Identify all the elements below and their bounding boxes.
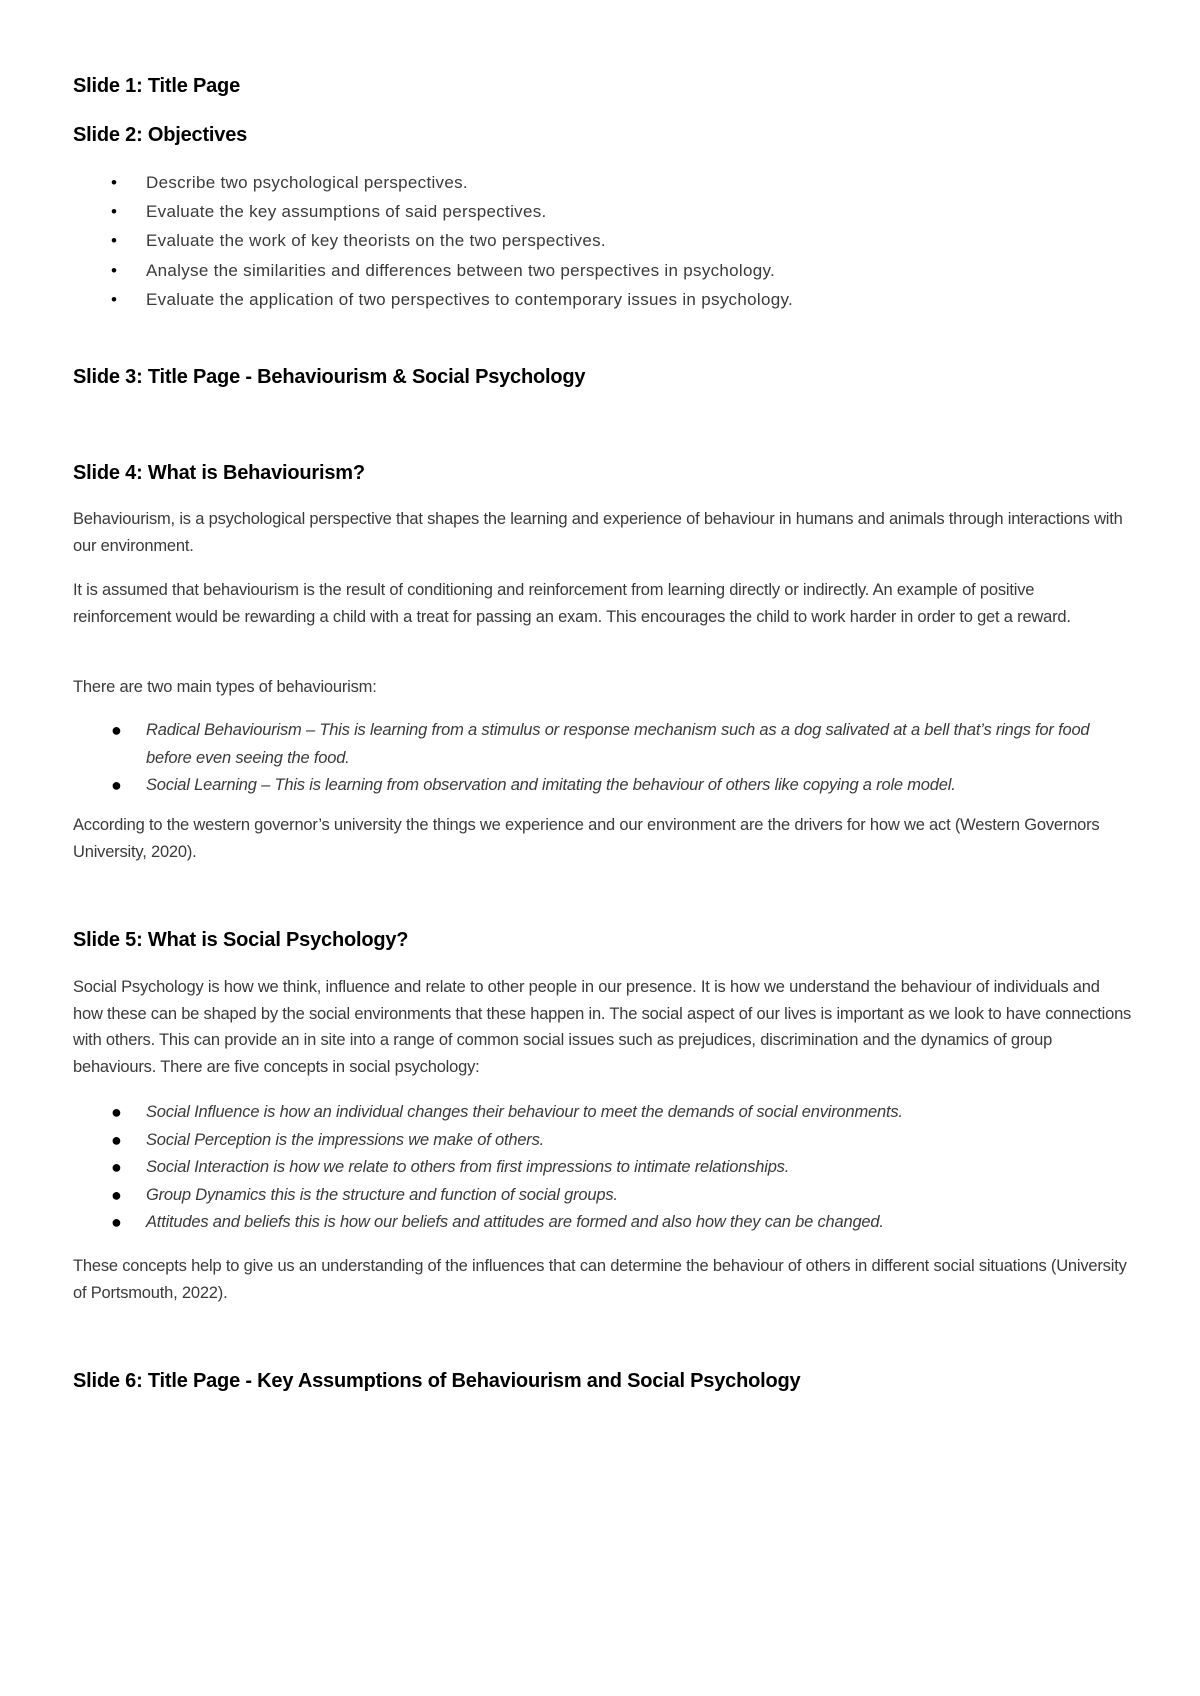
list-item: ● Attitudes and beliefs this is how our beliefs and attitudes are formed and also how they can be changed. xyxy=(73,1209,1133,1237)
list-item: • Describe two psychological perspectives. xyxy=(73,168,1133,197)
slide4-heading: Slide 4: What is Behaviourism? xyxy=(73,462,365,484)
slide2-heading: Slide 2: Objectives xyxy=(73,124,248,146)
bullet-icon: ● xyxy=(111,1157,122,1177)
list-item: ● Social Influence is how an individual changes their behaviour to meet the demands of social environments. xyxy=(73,1099,1133,1127)
objectives-list xyxy=(73,168,1133,314)
list-item: • Evaluate the work of key theorists on the two perspectives. xyxy=(73,226,1133,255)
slide3-heading: Slide 3: Title Page - Behaviourism & Social Psychology xyxy=(73,366,586,388)
list-item: ● Group Dynamics this is the structure and function of social groups. xyxy=(73,1182,1133,1210)
list-item: • Evaluate the key assumptions of said perspectives. xyxy=(73,197,1133,226)
slide6-heading: Slide 6: Title Page - Key Assumptions of Behaviourism and Social Psychology xyxy=(73,1370,801,1392)
bullet-icon: • xyxy=(111,231,118,251)
bullet-icon: ● xyxy=(111,1129,122,1150)
bullet-icon: ● xyxy=(111,720,122,740)
bullet-icon: • xyxy=(111,202,118,222)
bullet-icon: • xyxy=(111,173,118,192)
behaviourism-types-list xyxy=(73,717,1133,800)
bullet-icon: • xyxy=(111,260,118,280)
bullet-icon: • xyxy=(111,289,118,309)
list-item: ● Social Perception is the impressions we make of others. xyxy=(73,1127,1133,1155)
slide1-heading: Slide 1: Title Page xyxy=(73,75,241,97)
slide4-paragraph-3: There are two main types of behaviourism: xyxy=(73,678,377,696)
slide4-paragraph-2: It is assumed that behaviourism is the result of conditioning and reinforcement from learning directly or indirectly. An example of positive reinforcement would be rewarding a child with a treat for passing an exam. This encourages the child to work harder in order to get a reward. xyxy=(73,581,1071,626)
bullet-icon: ● xyxy=(111,1102,122,1122)
slide4-paragraph-1: Behaviourism, is a psychological perspective that shapes the learning and experience of behaviour in humans and animals through interactions with our environment. xyxy=(73,510,1123,555)
list-item: ● Radical Behaviourism – This is learning from a stimulus or response mechanism such as a dog salivated at a bell that’s rings for food before even seeing the food. xyxy=(73,717,1133,772)
slide5-paragraph-2: These concepts help to give us an understanding of the influences that can determine the behaviour of others in different social situations (University of Portsmouth, 2022). xyxy=(73,1257,1127,1302)
bullet-icon: ● xyxy=(111,1212,122,1232)
list-item: • Evaluate the application of two perspectives to contemporary issues in psychology. xyxy=(73,285,1133,314)
list-item: • Analyse the similarities and differences between two perspectives in psychology. xyxy=(73,256,1133,285)
slide4-paragraph-4: According to the western governor’s university the things we experience and our environment are the drivers for how we act (Western Governors University, 2020). xyxy=(73,816,1100,861)
bullet-icon: ● xyxy=(111,775,122,795)
list-item: ● Social Interaction is how we relate to others from first impressions to intimate relationships. xyxy=(73,1154,1133,1182)
slide5-paragraph-1: Social Psychology is how we think, influence and relate to other people in our presence. It is how we understand the behaviour of individuals and how these can be shaped by the social environments that these happen in. The social aspect of our lives is important as we look to have connections with others. This can provide an in site into a range of common social issues such as prejudices, discrimination and the dynamics of group behaviours. There are five concepts in social psychology: xyxy=(73,978,1132,1076)
list-item: ● Social Learning – This is learning from observation and imitating the behaviour of others like copying a role model. xyxy=(73,772,1133,800)
social-concepts-list xyxy=(73,1099,1133,1237)
slide5-heading: Slide 5: What is Social Psychology? xyxy=(73,929,409,951)
bullet-icon: ● xyxy=(111,1184,122,1205)
